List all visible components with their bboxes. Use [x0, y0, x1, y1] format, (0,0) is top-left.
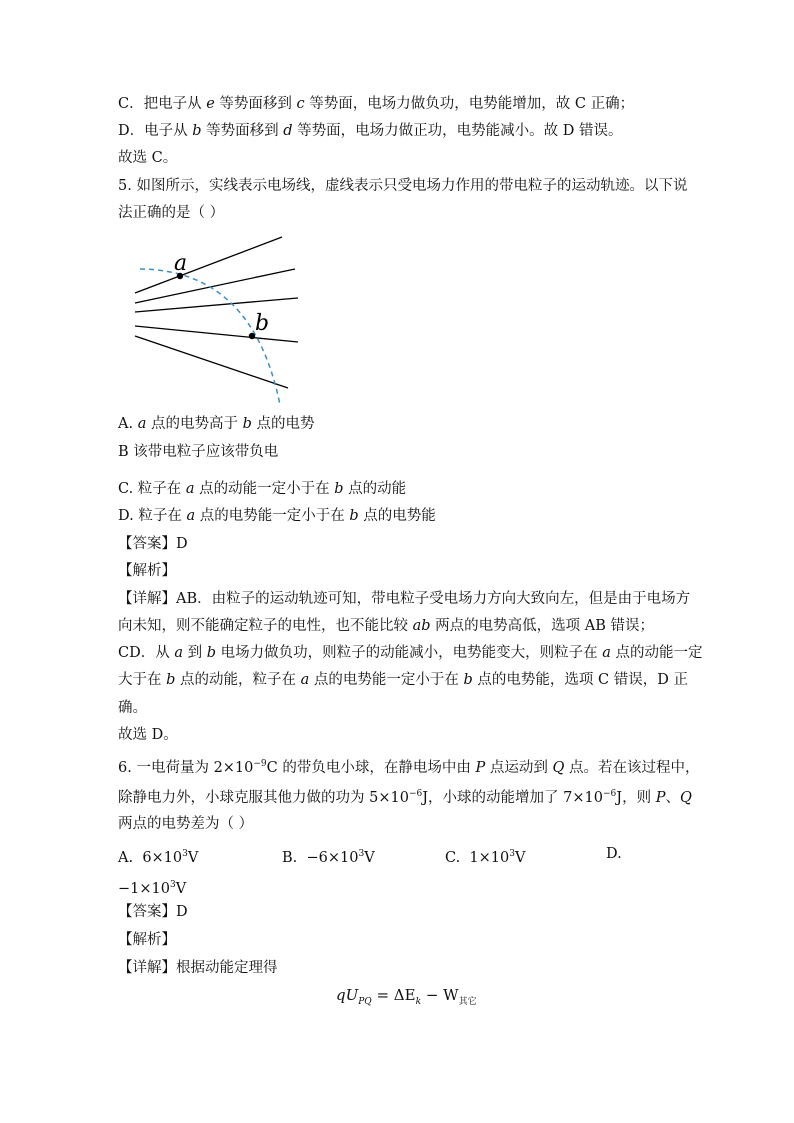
unit: J [616, 789, 623, 806]
text: 等势面移到 [214, 96, 297, 112]
q5-stem-line1: 5. 如图所示，实线表示电场线，虚线表示只受电场力作用的带电粒子的运动轨迹。以下说 [118, 178, 688, 194]
text: 电场力做负功，则粒子的动能减小，电势能变大，则粒子在 [216, 645, 603, 661]
field-lines [135, 237, 298, 388]
text: AB．由粒子的运动轨迹可知，带电粒子受电场力方向大致向左，但是由于电场方 [176, 591, 691, 607]
var: b [349, 508, 359, 524]
unit: V [175, 880, 187, 897]
answer-value: D [176, 536, 188, 552]
var: b [206, 645, 217, 661]
var: ab [412, 618, 431, 634]
text: 点的动能 [343, 481, 407, 497]
exponent: −6 [408, 789, 423, 799]
text: D．电子从 [118, 123, 193, 139]
q6-answer [118, 902, 188, 922]
var: b [242, 416, 252, 432]
var: a [186, 508, 196, 524]
unit: V [364, 849, 375, 866]
q6-stem-line2 [118, 784, 692, 808]
q6-stem-line3: 两点的电势差为（ ） [118, 816, 254, 832]
q5-option-a [118, 414, 314, 434]
exponent: 3 [509, 849, 515, 859]
text: D. 粒子在 [118, 508, 187, 524]
text: 等势面移到 [201, 123, 284, 139]
detail-label: 【详解】 [118, 960, 176, 976]
field-line-5 [135, 336, 288, 388]
var: a [137, 416, 147, 432]
text: 点的动能，粒子在 [175, 672, 301, 688]
unit: C [266, 759, 278, 776]
subscript: PQ [358, 997, 372, 1007]
math: 1×10 [469, 849, 510, 866]
work-energy-formula [336, 986, 477, 1007]
point-a-label: a [174, 251, 188, 276]
q5-option-d [118, 506, 436, 526]
q6-option-a [118, 844, 198, 868]
math: −6×10 [306, 849, 359, 866]
option-label: B. [282, 849, 298, 866]
option-label: C. [445, 849, 461, 866]
text: 的带负电小球，在静电场中由 [277, 759, 476, 776]
q5-stem-line2: 法正确的是（ ） [118, 205, 225, 221]
q6-option-d-label: D. [606, 846, 622, 862]
answer-value: D [176, 904, 188, 920]
text: 点。若在该过程中， [564, 759, 700, 776]
subscript: k [415, 997, 422, 1007]
q6-analysis-label [118, 930, 176, 950]
var: d [283, 123, 293, 139]
text: 点的电势能，选项 C 错误，D 正 [472, 672, 688, 688]
text: 6. 一电荷量为 [118, 759, 214, 776]
text: 点的电势 [251, 416, 315, 432]
var: e [206, 96, 215, 112]
text: 点的电势高于 [146, 416, 243, 432]
q6-option-c [445, 844, 525, 868]
text: 等势面，电场力做负功，电势能增加，故 C 正确； [304, 96, 635, 112]
text: 两点的电势高低，选项 AB 错误； [430, 618, 655, 634]
text: 点的动能一定小于在 [194, 481, 335, 497]
field-line-3 [135, 298, 298, 312]
formula-rhs: = ΔE [371, 986, 416, 1004]
exponent: −9 [253, 759, 267, 769]
text: 等势面，电场力做正功，电势能减小。故 D 错误。 [292, 123, 623, 139]
exponent: 3 [169, 880, 176, 890]
field-line-1 [135, 237, 282, 293]
text: 根据动能定理得 [176, 960, 278, 976]
text: 点的电势能一定小于在 [195, 508, 350, 524]
math: 7×10 [563, 789, 603, 806]
formula-lhs: qU [336, 986, 359, 1004]
unit: V [187, 849, 199, 866]
math: 6×10 [142, 849, 183, 866]
text: 点的电势能一定小于在 [309, 672, 464, 688]
formula-rhs2: − W [421, 986, 459, 1004]
q6-detail-line1 [118, 958, 278, 978]
option-c-explanation [118, 94, 634, 114]
var: b [166, 672, 176, 688]
exponent: 3 [182, 849, 188, 859]
q5-detail-line4 [118, 670, 688, 690]
electric-field-figure [128, 230, 308, 410]
text: 点运动到 [485, 759, 553, 776]
var: P [655, 789, 666, 806]
option-d-explanation [118, 121, 623, 141]
var: a [602, 645, 611, 661]
text: CD．从 [118, 645, 175, 661]
text: ，则 [622, 789, 656, 806]
field-line-2 [135, 269, 295, 303]
q5-detail-line2 [118, 616, 654, 636]
text: 点的电势能 [358, 508, 436, 524]
point-b-label: b [255, 311, 270, 336]
exponent: −6 [602, 789, 617, 799]
var: P [475, 759, 486, 776]
math: −1×10 [118, 880, 170, 897]
var: b [334, 481, 344, 497]
text: 除静电力外，小球克服其他力做的功为 [118, 789, 370, 806]
answer-label: 【答案】 [118, 904, 176, 920]
math: 2×10 [213, 759, 254, 776]
var: a [185, 481, 195, 497]
text: 大于在 [118, 672, 167, 688]
subscript: 其它 [458, 997, 477, 1007]
var: b [463, 672, 473, 688]
option-label: A. [118, 849, 134, 866]
choose-d: 故选 D。 [118, 727, 178, 743]
particle-trajectory [140, 269, 280, 405]
text: 到 [183, 645, 207, 661]
q5-option-c [118, 479, 406, 499]
text: A. [118, 416, 138, 432]
q5-answer [118, 534, 188, 554]
q6-stem-line1 [118, 754, 699, 778]
q5-detail-line3 [118, 643, 703, 663]
q5-detail-line5: 确。 [118, 700, 147, 716]
exponent: 3 [358, 849, 365, 859]
var: b [192, 123, 202, 139]
choose-c: 故选 C。 [118, 150, 178, 166]
analysis-label: 【解析】 [118, 932, 176, 948]
field-line-4 [135, 326, 298, 342]
var: Q [679, 789, 692, 806]
var: a [174, 645, 183, 661]
var: a [300, 672, 310, 688]
unit: V [514, 849, 526, 866]
text: C. 粒子在 [118, 481, 186, 497]
text: C．把电子从 [118, 96, 207, 112]
q6-option-b [282, 844, 375, 868]
text: ，小球的动能增加了 [428, 789, 564, 806]
q5-analysis-label [118, 561, 176, 581]
unit: J [422, 789, 429, 806]
q5-option-b: B 该带电粒子应该带负电 [118, 444, 279, 460]
text: 向未知，则不能确定粒子的电性，也不能比较 [118, 618, 413, 634]
q5-detail-line1 [118, 589, 690, 609]
answer-label: 【答案】 [118, 536, 176, 552]
detail-label: 【详解】 [118, 591, 176, 607]
analysis-label: 【解析】 [118, 563, 176, 579]
q6-option-d-value [118, 875, 186, 899]
var: c [296, 96, 305, 112]
text: 、 [665, 789, 680, 806]
text: 点的动能一定 [610, 645, 703, 661]
math: 5×10 [369, 789, 409, 806]
var: Q [552, 759, 565, 776]
